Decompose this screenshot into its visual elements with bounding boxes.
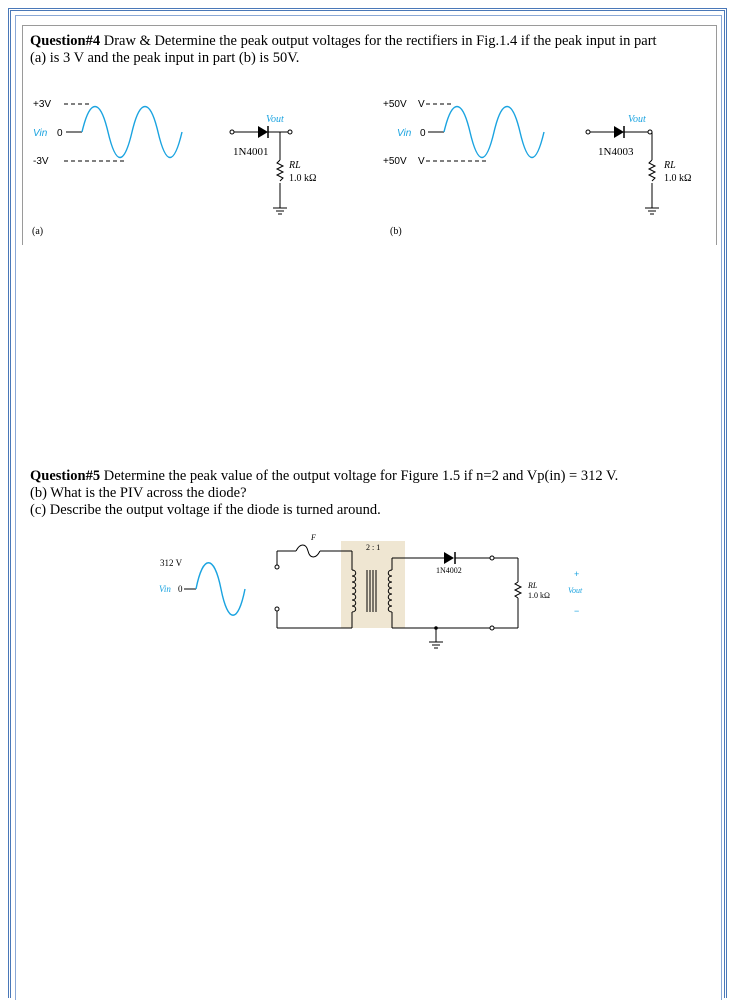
q4-label: Question#4 (30, 33, 101, 49)
q5-label: Question#5 (30, 468, 101, 484)
fig-a-part-label: (a) (32, 226, 44, 237)
fig5-minus: − (574, 606, 580, 616)
fig-b-pos-peak: +50V (383, 99, 407, 110)
fig-a-input-terminal (230, 130, 234, 134)
figure-1-5 (0, 530, 737, 660)
fig-a-vout: Vout (266, 114, 284, 125)
fig-a-rl: RL (289, 160, 301, 171)
fig5-ratio: 2 : 1 (366, 543, 381, 552)
fig-b-rl: RL (664, 160, 676, 171)
q5-line1 (30, 468, 618, 485)
fig-b-sine-wave (444, 107, 544, 158)
fig5-out-terminal-top (490, 556, 494, 560)
fig5-rl-value: 1.0 kΩ (528, 591, 550, 600)
q5-line-b: (b) What is the PIV across the diode? (30, 485, 247, 501)
fig-b-part-label: (b) (390, 226, 402, 237)
fig-a (32, 99, 316, 237)
fig-b-vout: Vout (628, 114, 646, 125)
fig5-diode-label: 1N4002 (436, 566, 462, 575)
fig5-sine-wave (196, 563, 245, 616)
q4-text: Draw & Determine the peak output voltages for the rectifiers in Fig.1.4 if the peak input in part (103, 33, 657, 49)
fig-b-diode-symbol (614, 126, 624, 138)
fig5-terminal-bottom (275, 607, 279, 611)
fig5-vin: Vin (159, 584, 171, 594)
fig5-zero: 0 (178, 584, 183, 594)
fig-b (383, 99, 691, 237)
fig-b-neg-peak: +50V (383, 156, 407, 167)
fig-a-output-terminal (288, 130, 292, 134)
fig-a-pos-peak: +3V (33, 99, 52, 110)
fig-b-input-terminal (586, 130, 590, 134)
fig5-resistor (515, 582, 521, 598)
fig-b-vin: Vin (397, 128, 412, 139)
fig-b-rl-value: 1.0 kΩ (664, 173, 692, 184)
fig-b-neg-v: V (418, 156, 425, 167)
fig-a-zero: 0 (57, 128, 63, 139)
fig-a-neg-peak: -3V (33, 156, 49, 167)
fig5-plus: + (574, 569, 580, 579)
fig-b-output-terminal (648, 130, 652, 134)
q5-text: Determine the peak value of the output voltage for Figure 1.5 if n=2 and Vp(in) = 312 V. (103, 468, 619, 484)
fig-a-rl-value: 1.0 kΩ (289, 173, 317, 184)
fig-a-diode-label: 1N4001 (233, 146, 269, 158)
fig5-terminal-top (275, 565, 279, 569)
fig5-fuse (296, 545, 320, 557)
figure-1-4 (0, 0, 737, 250)
fig-b-diode-label: 1N4003 (598, 146, 634, 158)
q4-line2: (a) is 3 V and the peak input in part (b) is 50V. (30, 50, 300, 66)
fig5-peak-label: 312 V (160, 558, 183, 568)
q5-line-c: (c) Describe the output voltage if the diode is turned around. (30, 502, 381, 518)
fig5-out-terminal-bottom (490, 626, 494, 630)
fig5-rl: RL (528, 581, 538, 590)
fig-b-resistor (649, 160, 655, 181)
fig5-diode-symbol (444, 552, 454, 564)
fig5-vout: Vout (568, 586, 583, 595)
fig-b-pos-v: V (418, 99, 425, 110)
fig-a-sine-wave (82, 107, 182, 158)
fig-a-vin: Vin (33, 128, 48, 139)
fig-a-resistor (277, 160, 283, 181)
fig-a-diode-symbol (258, 126, 268, 138)
fig-b-zero: 0 (420, 128, 426, 139)
fig5-fuse-label: F (311, 533, 316, 542)
